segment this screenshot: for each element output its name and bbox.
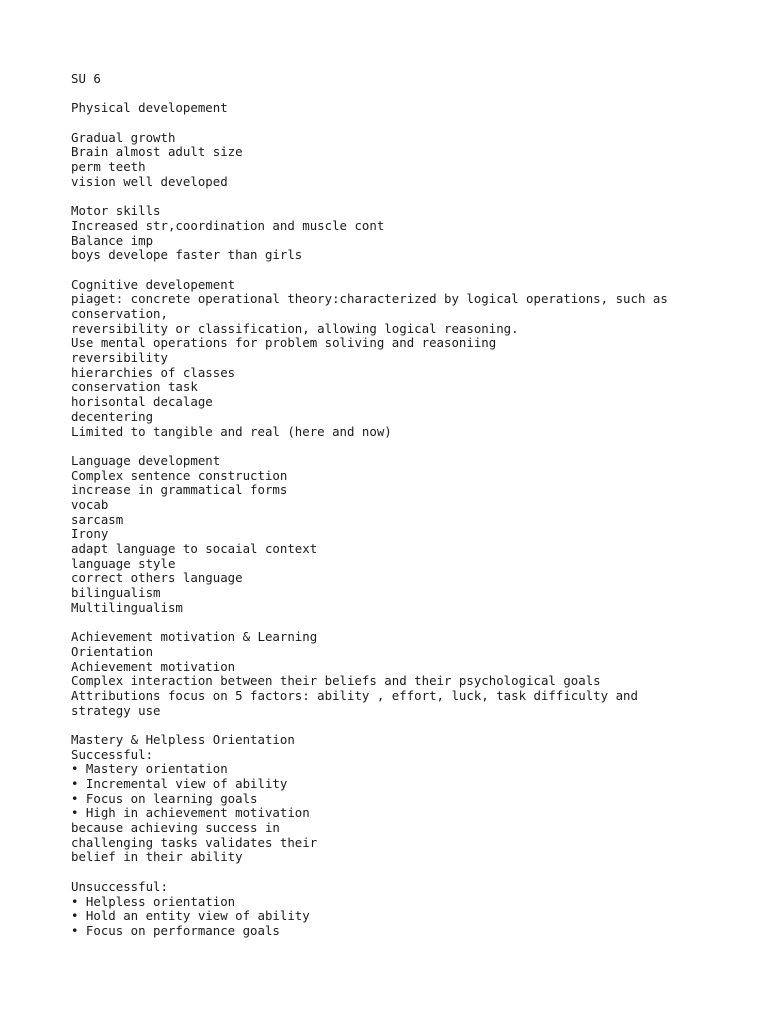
- text-line: Unsuccessful:: [71, 878, 168, 894]
- text-line: Achievement motivation: [71, 658, 236, 674]
- text-line: Irony: [71, 526, 109, 542]
- text-line: Multilingualism: [71, 599, 183, 615]
- text-line: perm teeth: [71, 159, 146, 175]
- text-line: Physical developement: [71, 100, 228, 116]
- text-line: Complex sentence construction: [71, 467, 288, 483]
- text-line: piaget: concrete operational theory:characterized by logical operations, such as: [71, 291, 668, 307]
- blank-line: [71, 718, 711, 733]
- text-line: conservation task: [71, 379, 198, 395]
- text-line: • Hold an entity view of ability: [71, 908, 310, 924]
- text-line: language style: [71, 555, 176, 571]
- blank-line: [71, 190, 711, 205]
- text-line: Balance imp: [71, 232, 154, 248]
- text-line: Cognitive developement: [71, 276, 236, 292]
- blank-line: [71, 263, 711, 278]
- text-line: Language development: [71, 452, 221, 468]
- text-line: adapt language to socaial context: [71, 541, 318, 556]
- text-line: Brain almost adult size: [71, 144, 243, 160]
- text-line: Mastery & Helpless Orientation: [71, 731, 295, 747]
- text-line: • Mastery orientation: [71, 761, 228, 777]
- text-line: strategy use: [71, 702, 161, 718]
- text-line: reversibility or classification, allowing logical reasoning.: [71, 320, 519, 336]
- text-line: correct others language: [71, 570, 243, 586]
- text-line: belief in their ability: [71, 849, 243, 865]
- text-line: Complex interaction between their beliefs and their psychological goals: [71, 673, 601, 689]
- text-line: Successful:: [71, 746, 154, 762]
- blank-line: [71, 865, 711, 880]
- text-line: • Helpless orientation: [71, 893, 236, 909]
- text-line: Limited to tangible and real (here and now): [71, 423, 392, 439]
- text-line: • Incremental view of ability: [71, 776, 288, 791]
- blank-line: [71, 439, 711, 454]
- text-line: challenging tasks validates their: [71, 834, 318, 850]
- blank-line: [71, 116, 711, 131]
- text-line: decentering: [71, 408, 154, 424]
- text-line: • Focus on performance goals: [71, 922, 280, 938]
- text-line: • High in achievement motivation: [71, 805, 310, 821]
- blank-line: [71, 615, 711, 630]
- text-line: Use mental operations for problem soliving and reasoniing: [71, 335, 497, 351]
- text-line: Achievement motivation & Learning: [71, 629, 318, 645]
- text-line: reversibility: [71, 350, 168, 366]
- text-line: horisontal decalage: [71, 394, 213, 410]
- document-page: [71, 72, 711, 939]
- text-line: Motor skills: [71, 203, 161, 219]
- text-line: vision well developed: [71, 173, 228, 189]
- blank-line: [71, 87, 711, 102]
- text-line: • Focus on learning goals: [71, 790, 258, 806]
- text-line: conservation,: [71, 306, 168, 321]
- text-line: sarcasm: [71, 511, 124, 527]
- text-line: Increased str,coordination and muscle cont: [71, 217, 385, 233]
- text-line: bilingualism: [71, 585, 161, 601]
- text-line: increase in grammatical forms: [71, 482, 288, 498]
- text-line: Attributions focus on 5 factors: ability , effort, luck, task difficulty and: [71, 687, 638, 703]
- text-line: hierarchies of classes: [71, 364, 236, 380]
- text-line: Orientation: [71, 643, 154, 659]
- text-line: vocab: [71, 496, 109, 512]
- text-line: because achieving success in: [71, 820, 280, 836]
- text-line: SU 6: [71, 71, 101, 86]
- text-line: Gradual growth: [71, 129, 176, 145]
- text-line: boys develope faster than girls: [71, 247, 303, 263]
